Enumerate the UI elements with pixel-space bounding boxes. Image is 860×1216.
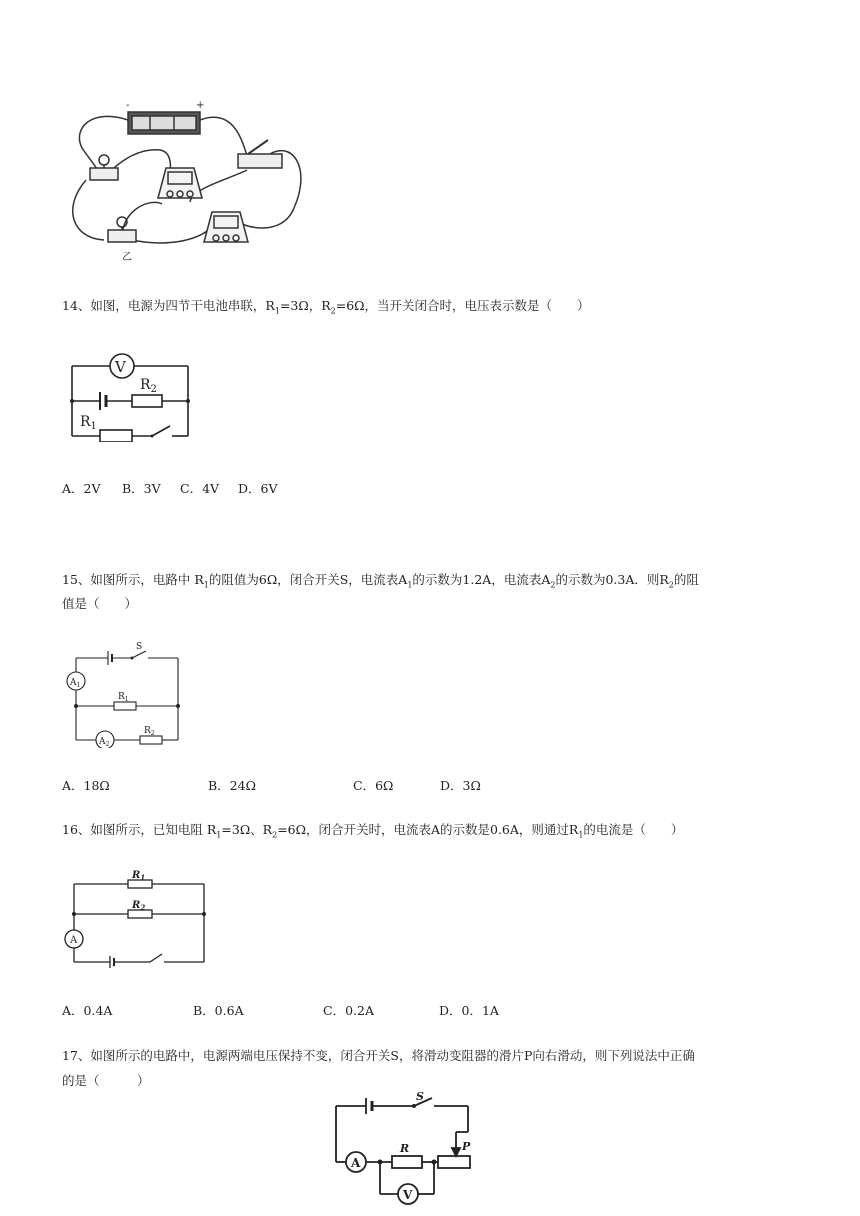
q14-option-d[interactable]: D．6V [238,481,278,496]
q17-circuit-figure [328,1090,478,1216]
q15-r2-label: $R_2$ [144,726,155,737]
q15-option-d[interactable]: D．3Ω [440,778,481,793]
q15-a1-label: $A_1$ [70,678,81,689]
q16-number: 16、 [62,822,91,837]
q16-ammeter-label: A [70,935,78,946]
q14-circuit-figure [62,344,202,442]
q15-option-c[interactable]: C．6Ω [353,778,394,793]
q14-option-a[interactable]: A．2V [62,481,101,496]
q17-question-line2: 的是（ ） [62,1073,150,1088]
q17-ammeter-label: A [351,1156,361,1170]
q14-text: 如图，电源为四节干电池串联，R [90,298,275,313]
q16-circuit-figure [62,868,212,970]
q17-voltmeter-label: V [403,1188,413,1202]
q15-switch-label: S [136,642,143,652]
q16-r1-label: $R_1$ [132,870,146,882]
q14-number: 14、 [62,298,91,313]
q13-circuit-figure [62,98,310,266]
q14-voltmeter-label: V [115,358,126,376]
q15-option-a[interactable]: A．18Ω [62,778,110,793]
q17-question: 17、如图所示的电路中，电源两端电压保持不变，闭合开关S，将滑动变阻器的滑片P向右滑动，则下列说法中正确 [62,1048,695,1063]
q13-plus-label: + [196,100,205,111]
q16-option-b[interactable]: B．0.6A [193,1003,244,1018]
q15-a2-label: $A_2$ [99,737,110,748]
q13-yi-label: 乙 [122,252,132,263]
q14-option-b[interactable]: B．3V [122,481,161,496]
q16-question: 16、如图所示，已知电阻 $R_1=3\Omega$、$R_2=6\Omega$，闭合开关时，电流表A的示数是0.6A，则通过$R_1$的电流是（ ） [62,822,684,840]
q15-option-b[interactable]: B．24Ω [208,778,256,793]
q15-r1-label: $R_1$ [118,692,129,703]
q16-r2-label: $R_2$ [132,900,146,912]
q14-option-c[interactable]: C．4V [180,481,220,496]
q15-question: 15、如图所示，电路中 $R_1$的阻值为6Ω，闭合开关S，电流表$A_1$的示数为1.2A，电流表$A_2$的示数为0.3A．则$R_2$的阻 [62,572,699,590]
q17-r-label: R [400,1142,410,1155]
q13-minus-label: - [126,100,130,111]
q16-option-d[interactable]: D．0．1A [439,1003,499,1018]
q16-option-c[interactable]: C．0.2A [323,1003,374,1018]
q14-r1-label: $R_1$ [80,414,97,432]
q15-number: 15、 [62,572,91,587]
q14-question: 14、如图，电源为四节干电池串联，$R_1=3\Omega$，$R_2=6\Omega$，当开关闭合时，电压表示数是（ ） [62,298,590,316]
q14-r2-label: $R_2$ [140,377,157,395]
q15-question-line2: 值是（ ） [62,596,138,611]
q17-switch-label: S [416,1090,424,1103]
q16-option-a[interactable]: A．0.4A [62,1003,113,1018]
q17-number: 17、 [62,1048,91,1063]
q17-p-label: P [462,1140,471,1153]
q15-circuit-figure [62,636,186,748]
